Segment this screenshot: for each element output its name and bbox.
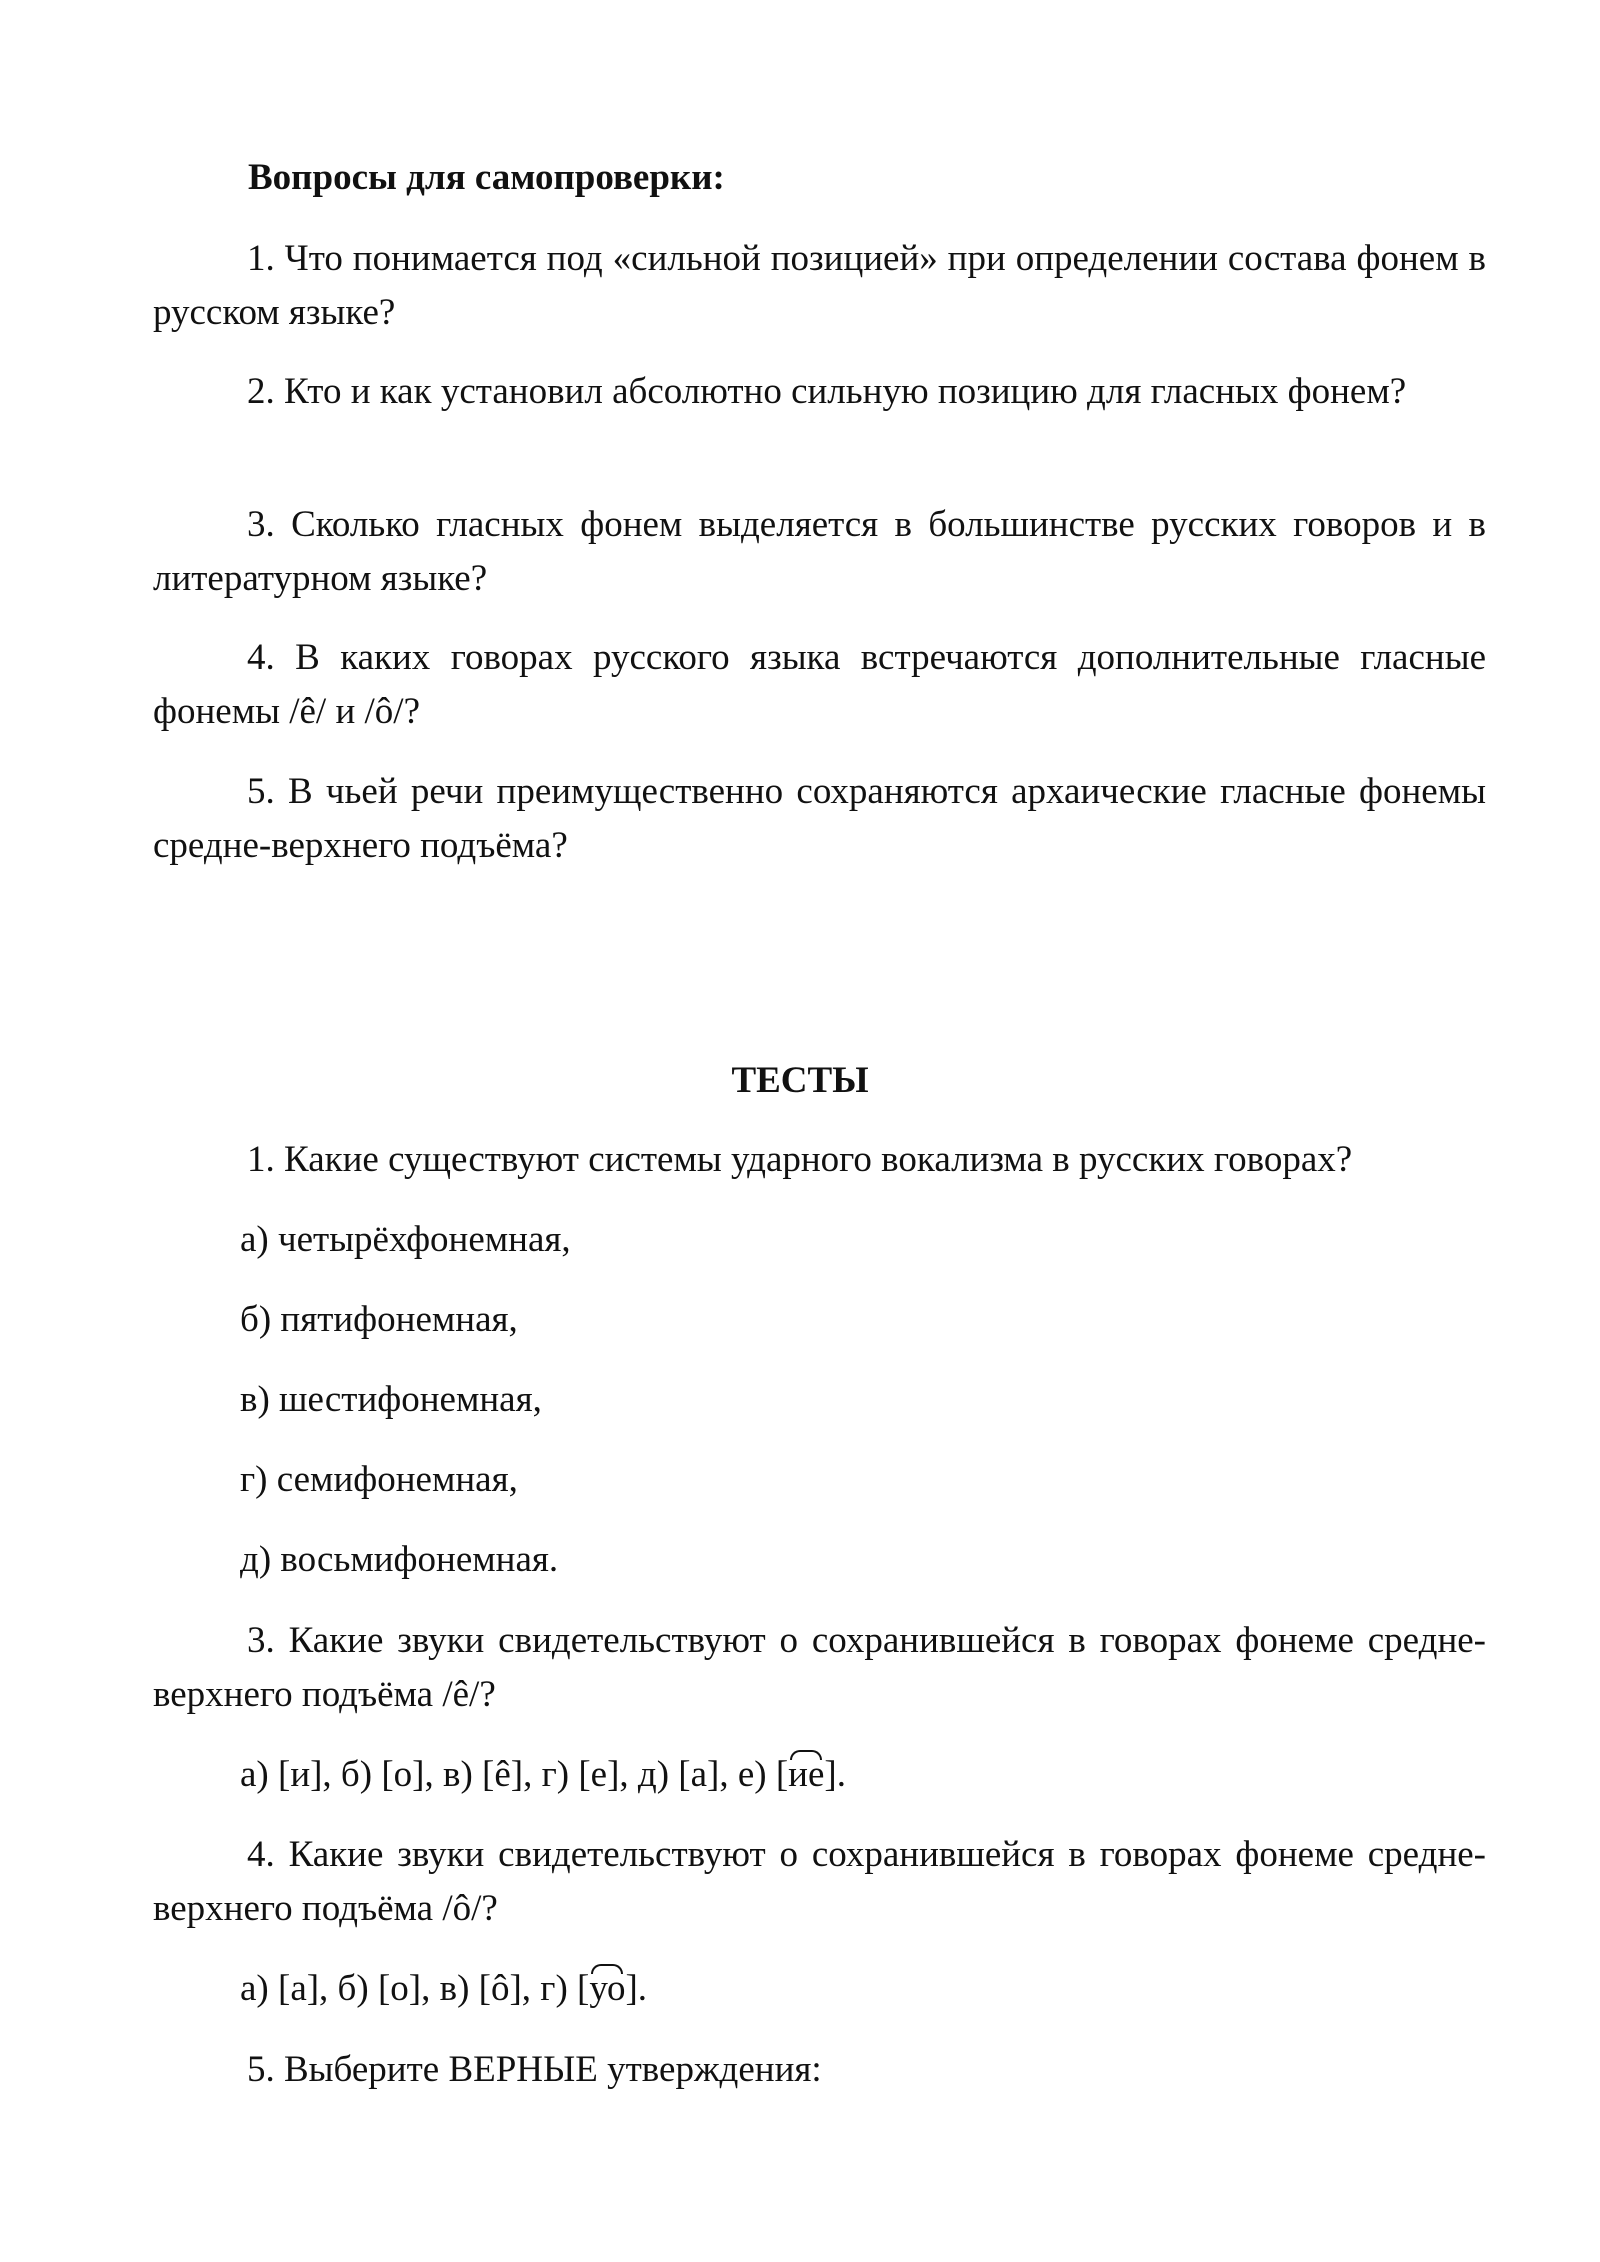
test-4-tied-sound: уо: [589, 1962, 625, 2016]
test-1-option-b: б) пятифонемная,: [240, 1299, 518, 1340]
test-3-tied-sound: ие: [788, 1748, 824, 1802]
self-check-question-4: 4. В каких говорах русского языка встречаются дополнительные гласные фонемы /ê/ и /ô/?: [153, 637, 1486, 732]
self-check-question-2: 2. Кто и как установил абсолютно сильную позицию для гласных фонем?: [247, 371, 1407, 412]
test-question-1: 1. Какие существуют системы ударного вокализма в русских говорах?: [247, 1139, 1353, 1180]
tests-title: ТЕСТЫ: [731, 1060, 869, 1101]
test-4-answers-text: а) [а], б) [о], в) [ô], г) [: [240, 1968, 590, 2009]
test-question-3: 3. Какие звуки свидетельствуют о сохранившейся в говорах фонеме средне-верхнего подъёма /ê/?: [153, 1620, 1486, 1715]
test-4-answers: [240, 1962, 647, 2016]
test-question-5: 5. Выберите ВЕРНЫЕ утверждения:: [247, 2049, 822, 2090]
test-3-answers-text: а) [и], б) [о], в) [ê], г) [е], д) [а], е) [: [240, 1754, 789, 1795]
test-3-answers: [240, 1748, 846, 1802]
test-1-option-e: д) восьмифонемная.: [240, 1539, 559, 1580]
test-1-option-d: г) семифонемная,: [240, 1459, 518, 1500]
self-check-question-3: 3. Сколько гласных фонем выделяется в большинстве русских говоров и в литературном языке?: [153, 504, 1486, 599]
self-check-title: Вопросы для самопроверки:: [248, 157, 725, 198]
test-3-answers-end: ].: [824, 1754, 846, 1795]
test-question-4: 4. Какие звуки свидетельствуют о сохранившейся в говорах фонеме средне-верхнего подъёма /ô/?: [153, 1834, 1486, 1929]
test-1-option-c: в) шестифонемная,: [240, 1379, 542, 1420]
test-4-answers-end: ].: [625, 1968, 648, 2009]
test-1-option-a: а) четырёхфонемная,: [240, 1219, 571, 1260]
self-check-question-5: 5. В чьей речи преимущественно сохраняются архаические гласные фонемы средне-верхнего подъёма?: [153, 771, 1486, 866]
self-check-question-1: 1. Что понимается под «сильной позицией» при определении состава фонем в русском языке?: [153, 238, 1486, 333]
